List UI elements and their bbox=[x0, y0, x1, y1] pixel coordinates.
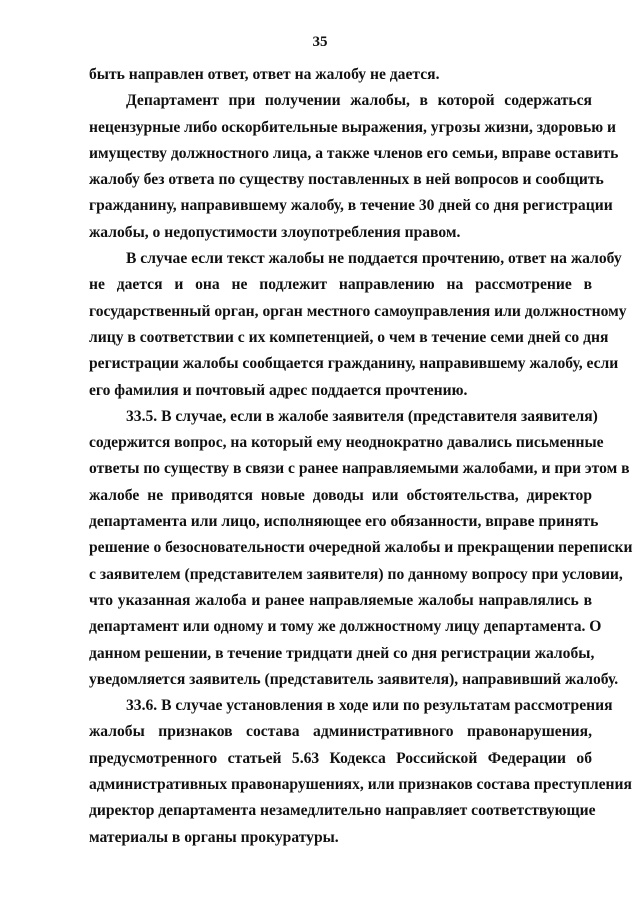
text-line: департамент или одному и тому же должностному лицу департамента. О bbox=[89, 618, 602, 636]
text-line: предусмотренного статьей 5.63 Кодекса Российской Федерации об bbox=[89, 749, 592, 767]
text-line: 33.6. В случае установления в ходе или по результатам рассмотрения bbox=[126, 697, 613, 715]
text-line: В случае если текст жалобы не поддается прочтению, ответ на жалобу bbox=[126, 250, 622, 268]
text-line: жалобы признаков состава административного правонарушения, bbox=[89, 723, 592, 741]
text-line: быть направлен ответ, ответ на жалобу не дается. bbox=[89, 66, 440, 83]
text-line: 33.5. В случае, если в жалобе заявителя (представителя заявителя) bbox=[126, 407, 598, 425]
text-line: что указанная жалоба и ранее направляемые жалобы направлялись в bbox=[89, 591, 592, 609]
page-number: 35 bbox=[312, 34, 328, 50]
text-line: содержится вопрос, на который ему неоднократно давались письменные bbox=[89, 434, 604, 452]
text-line: данном решении, в течение тридцати дней со дня регистрации жалобы, bbox=[89, 644, 595, 662]
text-line: его фамилия и почтовый адрес поддается прочтению. bbox=[89, 381, 468, 399]
text-line: лицу в соответствии с их компетенцией, о чем в течение семи дней со дня bbox=[89, 328, 609, 346]
paragraph-offensive-complaints bbox=[89, 88, 619, 246]
text-line: нецензурные либо оскорбительные выражения, угрозы жизни, здоровью и bbox=[89, 118, 617, 136]
text-line: регистрации жалобы сообщается гражданину, направившему жалобу, если bbox=[89, 355, 619, 373]
text-line: ответы по существу в связи с ранее направляемыми жалобами, и при этом в bbox=[89, 460, 630, 478]
text-line: с заявителем (представителем заявителя) по данному вопросу при условии, bbox=[89, 565, 623, 583]
text-line: не дается и она не подлежит направлению на рассмотрение в bbox=[89, 276, 592, 294]
paragraph-continuation bbox=[89, 62, 592, 88]
text-line: материалы в органы прокуратуры. bbox=[89, 828, 339, 846]
text-line: департамента или лицо, исполняющее его обязанности, вправе принять bbox=[89, 513, 599, 531]
document-body bbox=[89, 62, 633, 851]
text-line: имуществу должностного лица, а также членов его семьи, вправе оставить bbox=[89, 144, 619, 162]
text-line: Департамент при получении жалобы, в которой содержаться bbox=[126, 92, 592, 110]
text-line: директор департамента незамедлительно направляет соответствующие bbox=[89, 802, 596, 820]
text-line: административных правонарушениях, или признаков состава преступления bbox=[89, 776, 632, 794]
text-line: жалобы, о недопустимости злоупотребления правом. bbox=[89, 223, 461, 241]
text-line: государственный орган, орган местного самоуправления или должностному bbox=[89, 302, 627, 320]
paragraph-unreadable-complaints bbox=[89, 246, 627, 404]
text-line: гражданину, направившему жалобу, в течение 30 дней со дня регистрации bbox=[89, 197, 613, 215]
text-line: уведомляется заявитель (представитель заявителя), направивший жалобу. bbox=[89, 670, 619, 688]
text-line: решение о безосновательности очередной жалобы и прекращении переписки bbox=[89, 539, 633, 557]
paragraph-section-33-5 bbox=[89, 404, 633, 693]
paragraph-section-33-6 bbox=[89, 693, 632, 851]
text-line: жалобу без ответа по существу поставленных в ней вопросов и сообщить bbox=[89, 171, 604, 189]
text-line: жалобе не приводятся новые доводы или обстоятельства, директор bbox=[89, 486, 592, 504]
